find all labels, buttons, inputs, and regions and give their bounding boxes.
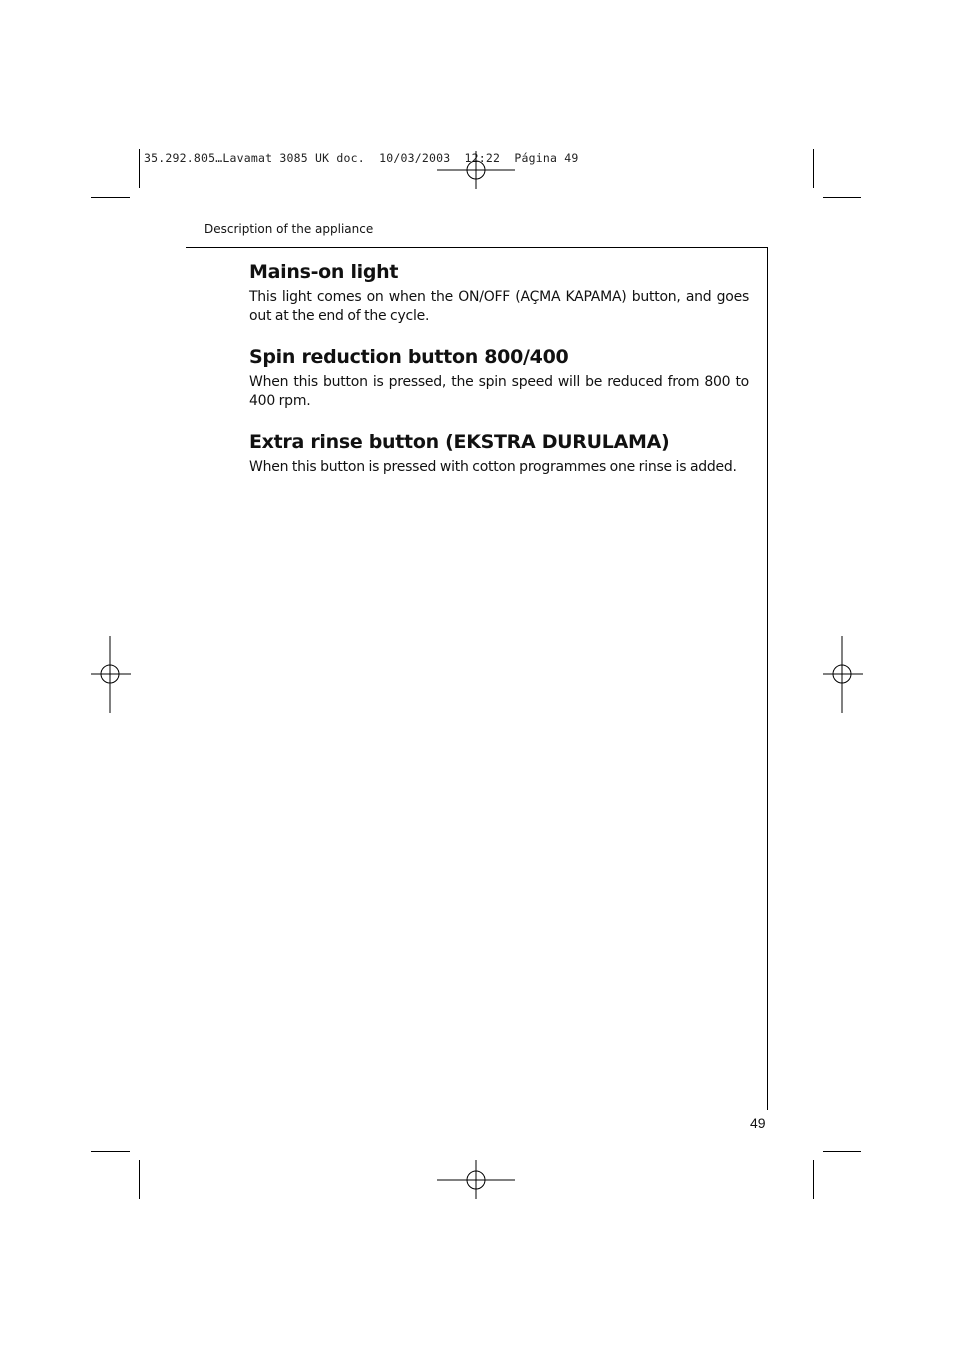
section-title: Mains-on light xyxy=(249,261,399,283)
section-title: Extra rinse button (EKSTRA DURULAMA) xyxy=(249,431,670,453)
crop-mark-top-left-vertical xyxy=(139,149,140,188)
section-body: When this button is pressed with cotton programmes one rinse is added. xyxy=(249,459,737,475)
crop-mark-top-right-horizontal xyxy=(823,197,861,198)
section-extra-rinse-button xyxy=(249,428,749,477)
section-title: Spin reduction button 800/400 xyxy=(249,346,569,368)
margin-rule xyxy=(767,247,768,1110)
registration-target-bottom-icon xyxy=(437,1160,515,1200)
section-spin-reduction-button xyxy=(249,343,749,411)
crop-mark-bottom-left-horizontal xyxy=(91,1151,130,1152)
page-content xyxy=(249,258,749,477)
crop-mark-bottom-left-vertical xyxy=(139,1160,140,1199)
header-rule xyxy=(186,247,768,248)
registration-target-top-icon xyxy=(437,131,515,209)
crop-mark-top-left-horizontal xyxy=(91,197,130,198)
crop-mark-bottom-right-horizontal xyxy=(823,1151,861,1152)
registration-target-right-icon xyxy=(823,636,863,713)
registration-target-left-icon xyxy=(91,636,131,713)
page-number: 49 xyxy=(750,1115,766,1131)
crop-mark-top-right-vertical xyxy=(813,149,814,188)
crop-mark-bottom-right-vertical xyxy=(813,1160,814,1199)
print-slug: 35.292.805…Lavamat 3085 UK doc. 10/03/2003 12:22 Página 49 xyxy=(144,151,579,165)
section-body: When this button is pressed, the spin speed will be reduced from 800 to 400 rpm. xyxy=(249,374,749,409)
section-body: This light comes on when the ON/OFF (AÇMA KAPAMA) button, and goes out at the end of the cycle. xyxy=(249,289,749,324)
running-head: Description of the appliance xyxy=(204,222,374,236)
section-mains-on-light xyxy=(249,258,749,326)
